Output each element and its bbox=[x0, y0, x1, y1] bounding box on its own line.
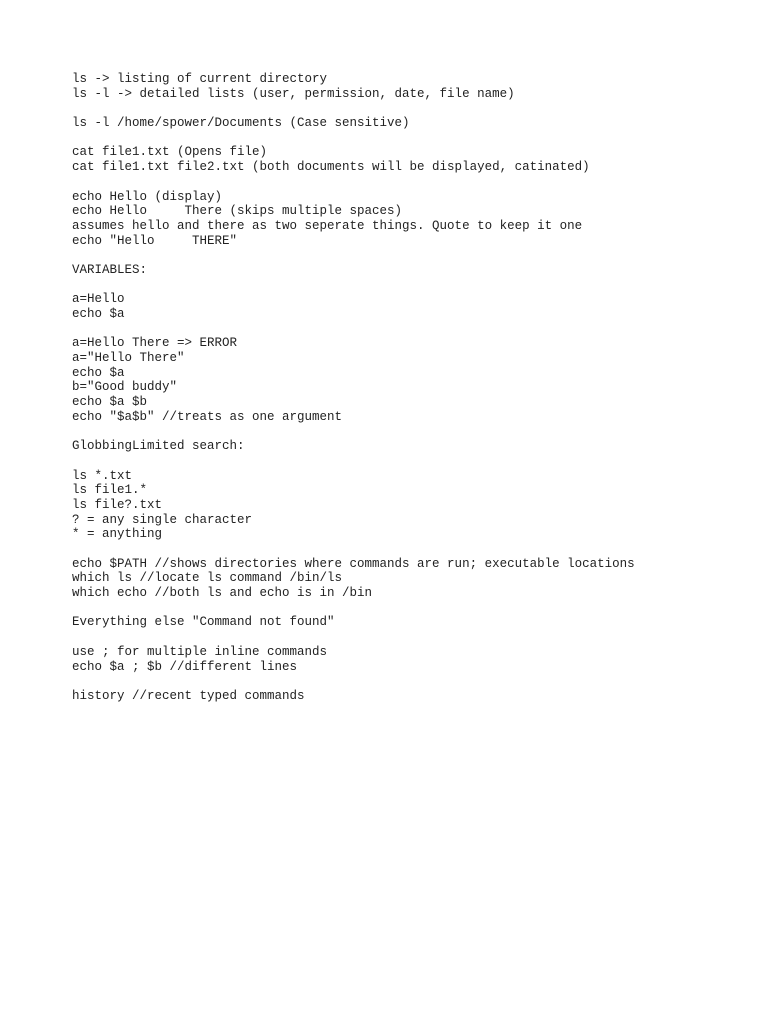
text-line: echo $PATH //shows directories where commands are run; executable locations bbox=[72, 556, 635, 571]
text-line: Everything else "Command not found" bbox=[72, 615, 335, 630]
text-line: use ; for multiple inline commands bbox=[72, 644, 328, 659]
text-line: ls file1.* bbox=[72, 483, 148, 498]
text-line: ls file?.txt bbox=[72, 497, 163, 512]
blank-line bbox=[72, 601, 732, 616]
text-line: echo "Hello THERE" bbox=[72, 233, 238, 248]
text-line: ls -> listing of current directory bbox=[72, 72, 328, 86]
text-line: echo $a ; $b //different lines bbox=[72, 659, 298, 674]
text-line: a="Hello There" bbox=[72, 351, 185, 366]
blank-line bbox=[72, 131, 732, 146]
blank-line bbox=[72, 322, 732, 337]
text-line: a=Hello bbox=[72, 292, 125, 307]
section-heading: GlobbingLimited search: bbox=[72, 439, 245, 454]
text-line: assumes hello and there as two seperate things. Quote to keep it one bbox=[72, 218, 583, 233]
text-line: a=Hello There => ERROR bbox=[72, 336, 238, 351]
section-heading: VARIABLES: bbox=[72, 262, 148, 277]
text-line: history //recent typed commands bbox=[72, 688, 305, 703]
blank-line bbox=[72, 101, 732, 116]
text-line: b="Good buddy" bbox=[72, 380, 178, 395]
blank-line bbox=[72, 542, 732, 557]
text-line: echo "$a$b" //treats as one argument bbox=[72, 409, 343, 424]
text-line: echo Hello There (skips multiple spaces) bbox=[72, 204, 403, 219]
text-line: cat file1.txt file2.txt (both documents will be displayed, catinated) bbox=[72, 160, 590, 175]
blank-line bbox=[72, 454, 732, 469]
blank-line bbox=[72, 175, 732, 190]
text-line: which echo //both ls and echo is in /bin bbox=[72, 586, 373, 601]
text-line: echo $a bbox=[72, 307, 125, 321]
blank-line bbox=[72, 630, 732, 645]
text-line: * = anything bbox=[72, 527, 163, 542]
blank-line bbox=[72, 278, 732, 293]
text-line: echo Hello (display) bbox=[72, 189, 223, 204]
text-line: ls -l -> detailed lists (user, permission, date, file name) bbox=[72, 86, 515, 101]
text-line: ? = any single character bbox=[72, 512, 253, 527]
text-line: echo $a $b bbox=[72, 395, 148, 410]
document-body bbox=[72, 72, 732, 704]
blank-line bbox=[72, 248, 732, 263]
blank-line bbox=[72, 674, 732, 689]
text-line: ls -l /home/spower/Documents (Case sensitive) bbox=[72, 116, 410, 131]
text-line: echo $a bbox=[72, 365, 125, 380]
text-line: cat file1.txt (Opens file) bbox=[72, 145, 268, 160]
text-line: which ls //locate ls command /bin/ls bbox=[72, 571, 343, 586]
text-line: ls *.txt bbox=[72, 468, 133, 483]
blank-line bbox=[72, 425, 732, 440]
